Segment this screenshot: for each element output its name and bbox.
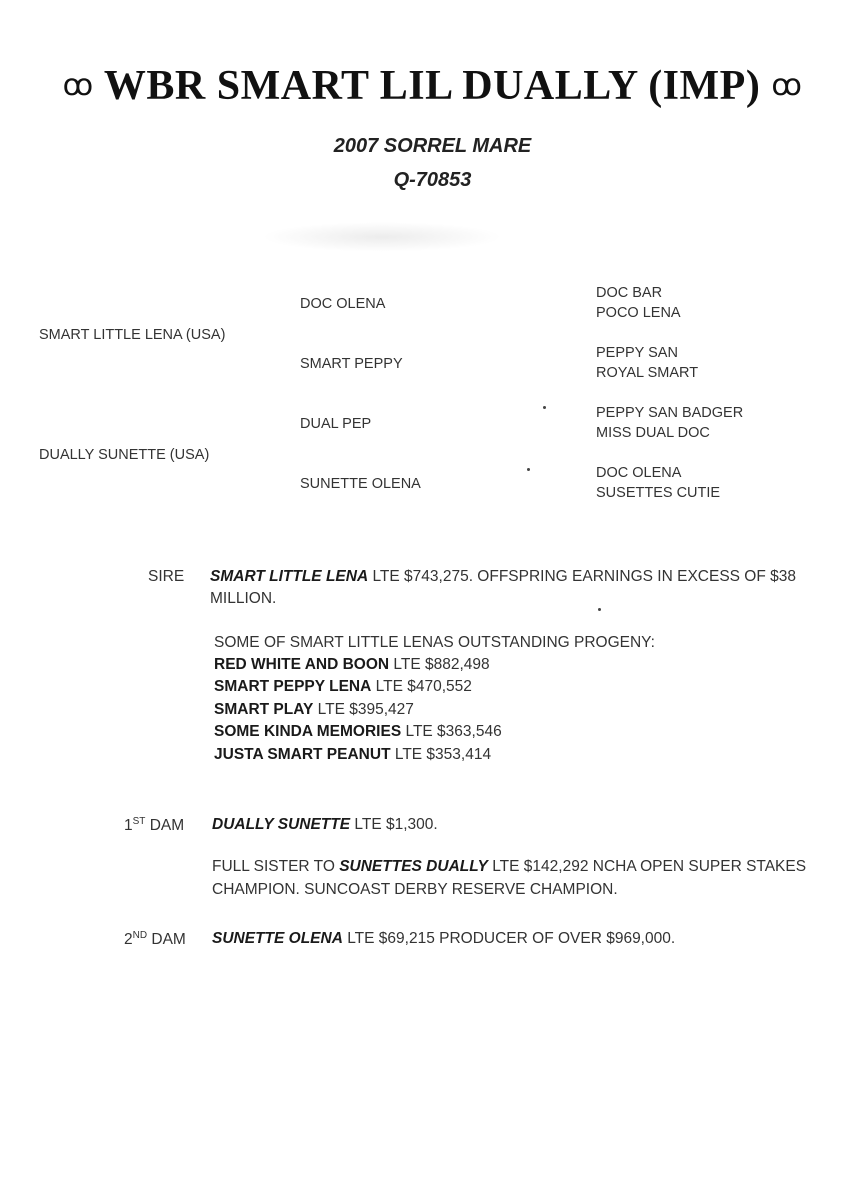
progeny-name: RED WHITE AND BOON [214,656,390,673]
progeny-name: SMART PLAY [214,701,314,718]
pedigree-sires-sire: DOC OLENA [300,296,386,312]
scan-smudge [262,222,502,252]
ornament-left-icon: ꝏ [62,69,94,102]
second-dam-label [124,930,186,949]
pedigree-gen3: DOC OLENA [596,465,682,481]
progeny-name: SMART PEPPY LENA [214,678,372,695]
pedigree-dam: DUALLY SUNETTE (USA) [39,447,210,463]
progeny-earnings: LTE $395,427 [313,701,414,718]
label-word: DAM [145,817,185,835]
progeny-item [214,654,490,676]
progeny-name: SOME KINDA MEMORIES [214,723,402,740]
sire-name: SMART LITTLE LENA [210,568,369,585]
pedigree-gen3: SUSETTES CUTIE [596,485,721,501]
pedigree-gen3: POCO LENA [596,305,681,321]
page-title [0,62,865,110]
progeny-heading: SOME OF SMART LITTLE LENAS OUTSTANDING PROGENY: [214,634,655,651]
pedigree-gen3: PEPPY SAN BADGER [596,405,744,421]
first-dam-note [212,856,806,878]
progeny-item [214,699,414,721]
progeny-earnings: LTE $363,546 [401,723,502,740]
pedigree-gen3: DOC BAR [596,285,663,301]
progeny-item [214,744,491,766]
pedigree-sire: SMART LITTLE LENA (USA) [39,327,226,343]
second-dam-text: LTE $69,215 PRODUCER OF OVER $969,000. [342,930,676,947]
progeny-earnings: LTE $470,552 [371,678,472,695]
sire-text: LTE $743,275. OFFSPRING EARNINGS IN EXCESS OF $38 [368,568,796,585]
note-rest: LTE $142,292 NCHA OPEN SUPER STAKES [487,858,807,875]
scan-speck [598,608,601,611]
pedigree-dams-dam: SUNETTE OLENA [300,476,421,492]
first-dam-label [124,816,184,835]
progeny-name: JUSTA SMART PEANUT [214,746,391,763]
scan-speck [527,468,530,471]
first-dam-name: DUALLY SUNETTE [212,816,351,833]
progeny-earnings: LTE $353,414 [390,746,492,763]
second-dam-name: SUNETTE OLENA [212,930,343,947]
pedigree-gen3: PEPPY SAN [596,345,678,361]
ornament-right-icon: ꝏ [771,69,803,102]
first-dam-note-cont: CHAMPION. SUNCOAST DERBY RESERVE CHAMPION. [212,881,618,898]
label-sup: ST [132,816,146,827]
scan-speck [543,406,546,409]
label-sup: ND [132,930,148,941]
pedigree-dams-sire: DUAL PEP [300,416,372,432]
label-num: 2 [124,931,133,949]
horse-description: 2007 SORREL MARE [333,135,532,157]
first-dam-text: LTE $1,300. [350,816,438,833]
label-num: 1 [124,817,133,835]
second-dam-line [212,928,675,950]
first-dam-line [212,814,438,836]
sire-label: SIRE [148,568,185,585]
pedigree-gen3: MISS DUAL DOC [596,425,710,441]
pedigree-gen3: ROYAL SMART [596,365,699,381]
progeny-earnings: LTE $882,498 [389,656,490,673]
sire-text-cont: MILLION. [210,590,277,607]
note-name: SUNETTES DUALLY [339,858,488,875]
sire-line [210,566,796,588]
horse-name: WBR SMART LIL DUALLY (IMP) [103,63,761,109]
note-prefix: FULL SISTER TO [212,858,340,875]
pedigree-sires-dam: SMART PEPPY [300,356,403,372]
label-word: DAM [147,931,186,949]
registration-number: Q-70853 [393,169,472,191]
progeny-item [214,676,472,698]
progeny-item [214,721,502,743]
